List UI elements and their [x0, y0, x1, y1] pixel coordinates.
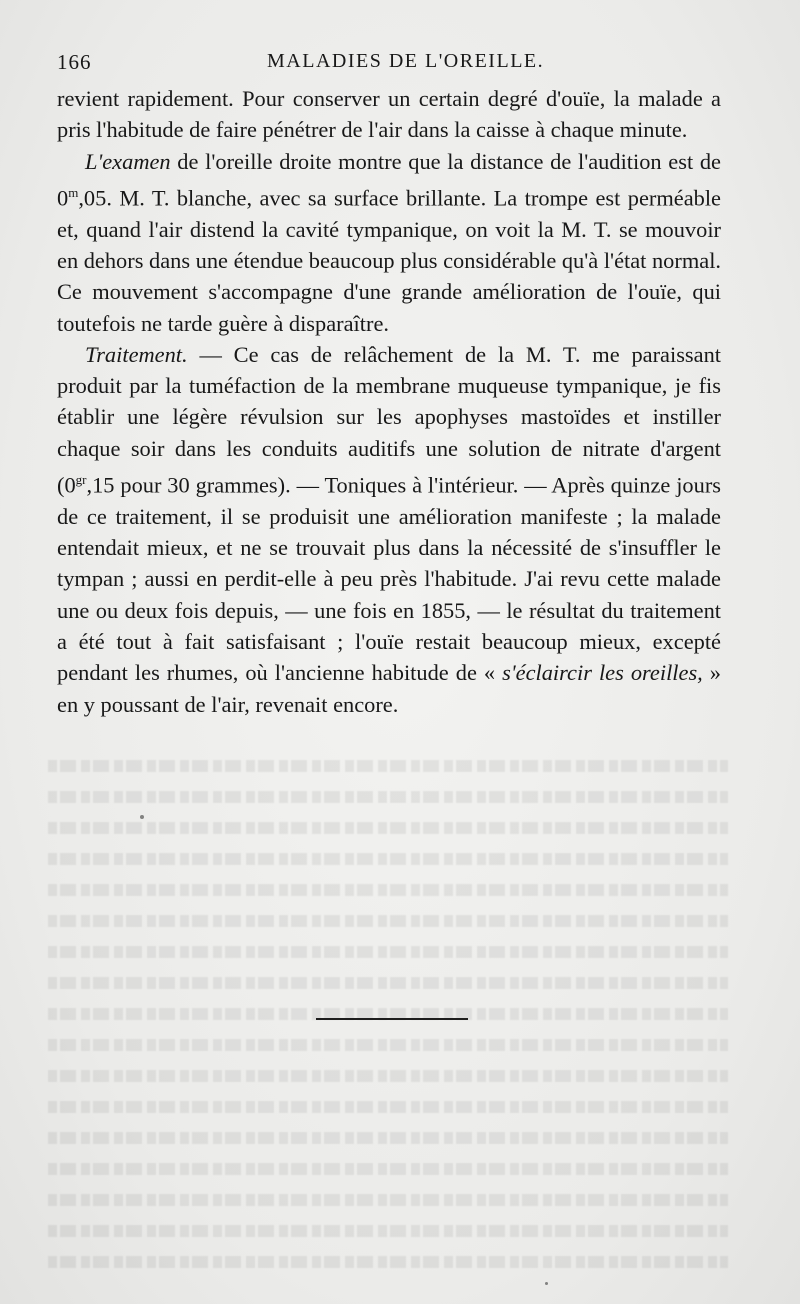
text-run: — Ce cas de relâchement de la M. T. me paraissant produit par la tuméfaction de la membrane muqueuse tympanique, je fis établir une légère révulsion sur les apophyses mastoïdes et instiller chaque soir dans les conduits auditifs une solution de nitrate d'argent (0	[57, 341, 721, 498]
italic-run: Traitement.	[85, 341, 188, 367]
text-run: ,05. M. T. blanche, avec sa surface brillante. La trompe est perméable et, quand l'air distend la cavité tympanique, on voit la M. T. se mouvoir en dehors dans une étendue beaucoup plus considérable qu'à l'état normal. Ce mouvement s'accompagne d'une grande amélioration de l'ouïe, qui toutefois ne tarde guère à disparaître.	[57, 185, 722, 336]
paragraph-traitement	[57, 339, 721, 720]
text-run: ,15 pour 30 grammes). — Toniques à l'intérieur. — Après quinze jours de ce traitement, il se produisit une amélioration manifeste ; la malade entendait mieux, et ne se trouvait plus dans la nécessité de s'insuffler le tympan ; aussi en perdit-elle à peu près l'habitude. J'ai revu cette malade une ou deux fois depuis, — une fois en 1855, — le résultat du traitement a été tout à fait satisfaisant ; l'ouïe restait beaucoup mieux, excepté pendant les rhumes, où l'ancienne habitude de «	[57, 472, 721, 686]
print-speck	[545, 1282, 548, 1285]
italic-run: s'éclaircir les oreilles,	[502, 660, 703, 686]
print-speck	[140, 815, 144, 819]
superscript-unit: gr	[75, 472, 87, 488]
paragraph-continuation	[57, 83, 721, 146]
page-header	[57, 50, 728, 80]
superscript-unit: m	[68, 184, 79, 200]
show-through-text	[48, 760, 728, 1280]
text-run: revient rapidement. Pour conserver un certain degré d'ouïe, la malade a pris l'habitude de faire pénétrer de l'air dans la caisse à chaque minute.	[57, 86, 721, 143]
section-rule	[316, 1018, 468, 1020]
running-head: MALADIES DE L'OREILLE.	[267, 50, 545, 72]
page-number: 166	[57, 50, 92, 74]
paragraph-examen	[57, 146, 721, 339]
body-text	[57, 83, 721, 720]
italic-run: L'examen	[85, 148, 171, 174]
text-run: » en y poussant de l'air, revenait encore.	[57, 660, 722, 717]
text-run: de l'oreille droite montre que la distance de l'audition est de 0	[57, 148, 721, 211]
